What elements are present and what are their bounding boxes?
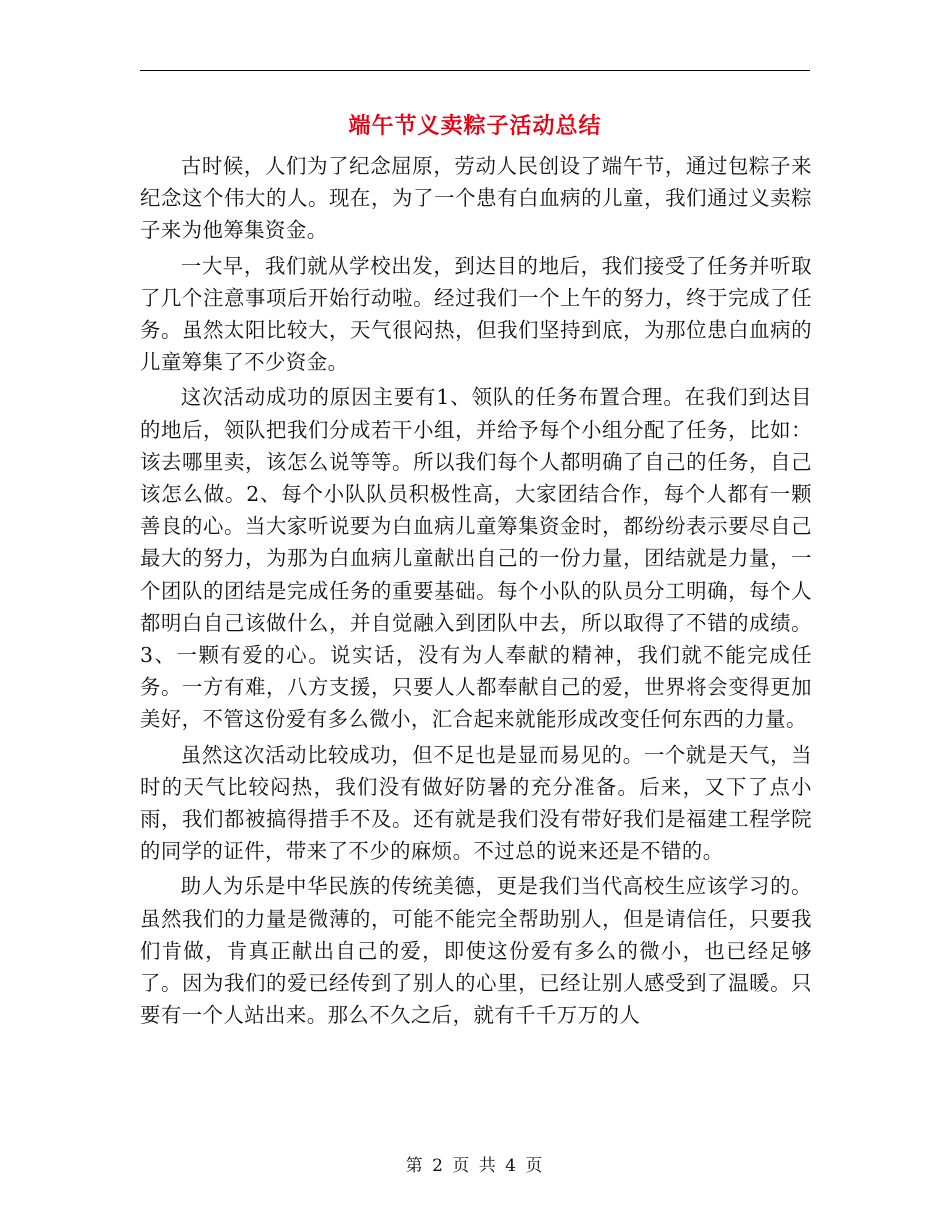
document-title: 端午节义卖粽子活动总结 [348,113,602,139]
paragraph-morning: 一大早，我们就从学校出发，到达目的地后，我们接受了任务并听取了几个注意事项后开始行动啦。经过我们一个上午的努力，终于完成了任务。虽然太阳比较大，天气很闷热，但我们坚持到底，为那位患白血病的儿童筹集了不少资金。 [140,253,812,375]
paragraph-shortcomings: 虽然这次活动比较成功，但不足也是显而易见的。一个就是天气，当时的天气比较闷热，我们没有做好防暑的充分准备。后来，又下了点小雨，我们都被搞得措手不及。还有就是我们没有带好我们是福建工程学院的同学的证件，带来了不少的麻烦。不过总的说来还是不错的。 [140,742,812,864]
paragraph-intro: 古时候，人们为了纪念屈原，劳动人民创设了端午节，通过包粽子来纪念这个伟大的人。现在，为了一个患有白血病的儿童，我们通过义卖粽子来为他筹集资金。 [140,154,812,243]
paragraph-success-reasons: 这次活动成功的原因主要有1、领队的任务布置合理。在我们到达目的地后，领队把我们分成若干小组，并给予每个小组分配了任务，比如：该去哪里卖，该怎么说等等。所以我们每个人都明确了自己的任务，自己该怎么做。2、每个小队队员积极性高，大家团结合作，每个人都有一颗善良的心。当大家听说要为白血病儿童筹集资金时，都纷纷表示要尽自己最大的努力，为那为白血病儿童献出自己的一份力量，团结就是力量，一个团队的团结是完成任务的重要基础。每个小队的队员分工明确，每个人都明白自己该做什么，并自觉融入到团队中去，所以取得了不错的成绩。3、一颗有爱的心。说实话，没有为人奉献的精神，我们就不能完成任务。一方有难，八方支援，只要人人都奉献自己的爱，世界将会变得更加美好，不管这份爱有多么微小，汇合起来就能形成改变任何东西的力量。 [140,385,812,732]
page-number: 第 2 页 共 4 页 [405,1156,545,1176]
header-rule [140,70,810,71]
document-body [140,150,812,1031]
paragraph-conclusion: 助人为乐是中华民族的传统美德，更是我们当代高校生应该学习的。虽然我们的力量是微薄的，可能不能完全帮助别人，但是请信任，只要我们肯做，肯真正献出自己的爱，即使这份爱有多么的微小，也已经足够了。因为我们的爱已经传到了别人的心里，已经让别人感受到了温暖。只要有一个人站出来。那么不久之后，就有千千万万的人 [140,874,812,1028]
